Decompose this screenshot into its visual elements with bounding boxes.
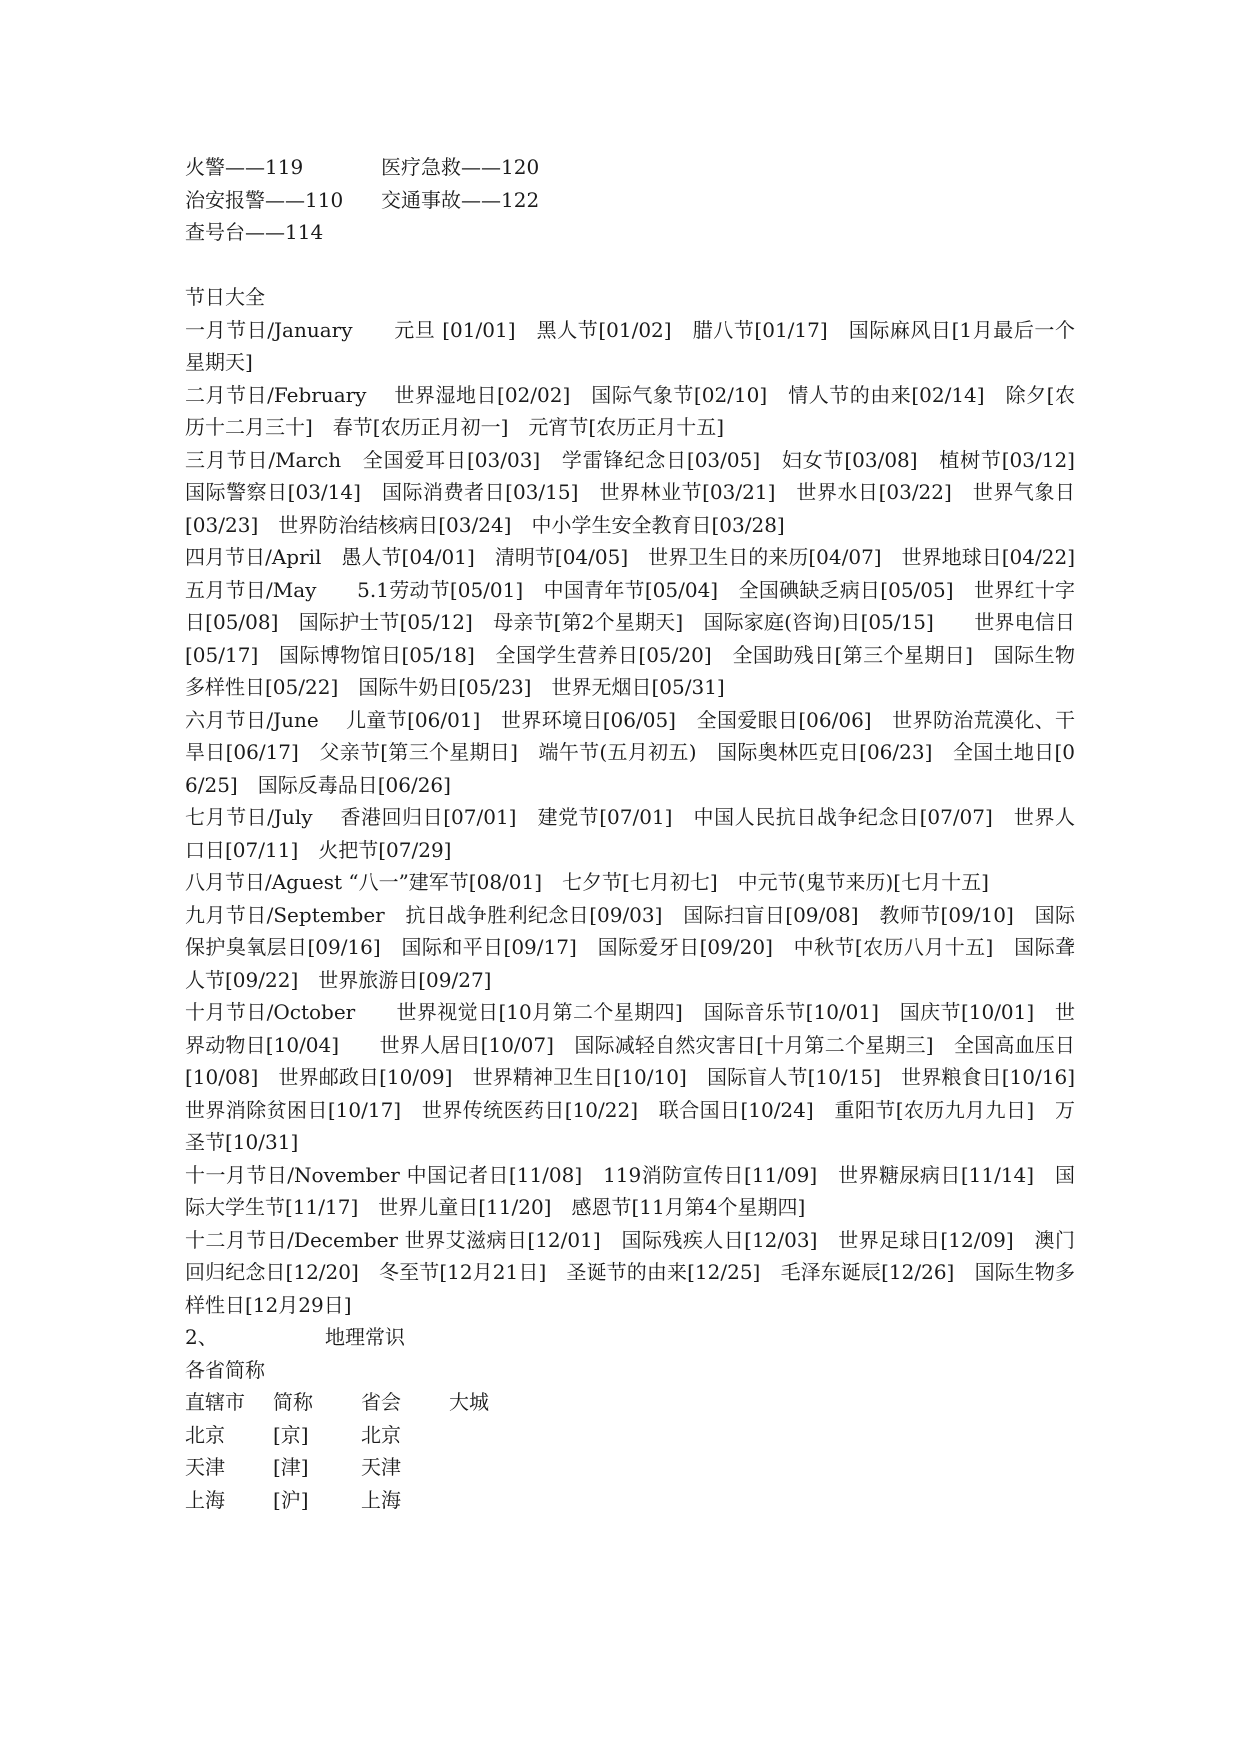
table-row <box>185 1419 1075 1452</box>
table-cell: [京] <box>273 1422 309 1447</box>
spacer <box>185 249 1075 282</box>
holiday-month-december: 十二月节日/December 世界艾滋病日[12/01] 国际残疾人日[12/03] 世界足球日[12/09] 澳门回归纪念日[12/20] 冬至节[12月21日] 圣诞节的由来[12/25] 毛泽东诞辰[12/26] 国际生物多样性日[12月29日] <box>185 1227 1075 1317</box>
table-cell: 天津 <box>185 1455 225 1479</box>
holiday-month-february: 二月节日/February 世界湿地日[02/02] 国际气象节[02/10] 情人节的由来[02/14] 除夕[农历十二月三十] 春节[农历正月初一] 元宵节[农历正月十五] <box>185 382 1075 439</box>
table-cell: [沪] <box>273 1487 309 1512</box>
emergency-row <box>185 184 1075 217</box>
holiday-month-june: 六月节日/June 儿童节[06/01] 世界环境日[06/05] 全国爱眼日[06/06] 世界防治荒漠化、干旱日[06/17] 父亲节[第三个星期日] 端午节(五月初五) 国际奥林匹克日[06/23] 全国土地日[06/25] 国际反毒品日[06/26] <box>185 707 1075 797</box>
holiday-month-july: 七月节日/July 香港回归日[07/01] 建党节[07/01] 中国人民抗日战争纪念日[07/07] 世界人口日[07/11] 火把节[07/29] <box>185 805 1075 862</box>
table-cell: [津] <box>273 1455 309 1479</box>
emergency-right: 交通事故——122 <box>381 187 540 212</box>
table-cell: 北京 <box>361 1422 401 1447</box>
holiday-month-april-may: 四月节日/April 愚人节[04/01] 清明节[04/05] 世界卫生日的来历[04/07] 世界地球日[04/22] 五月节日/May 5.1劳动节[05/01] 中国青年节[05/04] 全国碘缺乏病日[05/05] 世界红十字日[05/08] 国际护士节[05/12] 母亲节[第2个星期天] 国际家庭(咨询)日[05/15] 世界电信日[05/17] 国际博物馆日[05/18] 全国学生营养日[05/20] 全国助残日[第三个星期日] 国际生物多样性日[05/22] 国际牛奶日[05/23] 世界无烟日[05/31] <box>185 545 1155 699</box>
table-row <box>185 1451 1075 1484</box>
table-row <box>185 1484 1075 1517</box>
geography-section-heading <box>185 1321 1075 1354</box>
column-header: 简称 <box>273 1390 313 1414</box>
emergency-left: 查号台——114 <box>185 220 324 244</box>
column-header: 省会 <box>361 1390 401 1414</box>
holiday-month-october: 十月节日/October 世界视觉日[10月第二个星期四] 国际音乐节[10/01] 国庆节[10/01] 世界动物日[10/04] 世界人居日[10/07] 国际减轻自然灾害日[十月第二个星期三] 全国高血压日[10/08] 世界邮政日[10/09] 世界精神卫生日[10/10] 国际盲人节[10/15] 世界粮食日[10/16] 世界消除贫困日[10/17] 世界传统医药日[10/22] 联合国日[10/24] 重阳节[农历九月九日] 万圣节[10/31] <box>185 1000 1095 1154</box>
province-table-header <box>185 1386 1075 1419</box>
column-header: 大城 <box>449 1390 489 1414</box>
holidays-title: 节日大全 <box>185 285 265 309</box>
emergency-row <box>185 151 1075 184</box>
table-cell <box>449 1419 537 1452</box>
table-cell: 北京 <box>185 1422 225 1447</box>
emergency-right: 医疗急救——120 <box>381 155 540 179</box>
column-header: 直辖市 <box>185 1390 245 1414</box>
holiday-month-august: 八月节日/Aguest “八一”建军节[08/01] 七夕节[七月初七] 中元节(鬼节来历)[七月十五] <box>185 870 989 894</box>
table-cell: 上海 <box>361 1487 401 1512</box>
section-number: 2、 <box>185 1325 218 1349</box>
emergency-left: 火警——119 <box>185 155 304 179</box>
holiday-month-september: 九月节日/September 抗日战争胜利纪念日[09/03] 国际扫盲日[09/08] 教师节[09/10] 国际保护臭氧层日[09/16] 国际和平日[09/17] 国际爱牙日[09/20] 中秋节[农历八月十五] 国际聋人节[09/22] 世界旅游日[09/27] <box>185 902 1075 992</box>
holiday-month-march: 三月节日/March 全国爱耳日[03/03] 学雷锋纪念日[03/05] 妇女节[03/08] 植树节[03/12] 国际警察日[03/14] 国际消费者日[03/15] 世界林业节[03/21] 世界水日[03/22] 世界气象日[03/23] 世界防治结核病日[03/24] 中小学生安全教育日[03/28] <box>185 447 1095 537</box>
emergency-right <box>381 216 577 249</box>
section-title: 地理常识 <box>325 1325 405 1349</box>
province-abbrev-subheading: 各省简称 <box>185 1357 265 1382</box>
holiday-month-november: 十一月节日/November 中国记者日[11/08] 119消防宣传日[11/09] 世界糖尿病日[11/14] 国际大学生节[11/17] 世界儿童日[11/20] 感恩节[11月第4个星期四] <box>185 1162 1075 1219</box>
table-cell: 上海 <box>185 1487 225 1512</box>
table-cell <box>449 1451 537 1484</box>
table-cell <box>449 1484 537 1517</box>
holiday-month-january: 一月节日/January 元旦 [01/01] 黑人节[01/02] 腊八节[01/17] 国际麻风日[1月最后一个星期天] <box>185 317 1075 374</box>
document-page <box>185 151 1155 1516</box>
emergency-row <box>185 216 1075 249</box>
table-cell: 天津 <box>361 1455 401 1479</box>
emergency-left: 治安报警——110 <box>185 187 344 212</box>
